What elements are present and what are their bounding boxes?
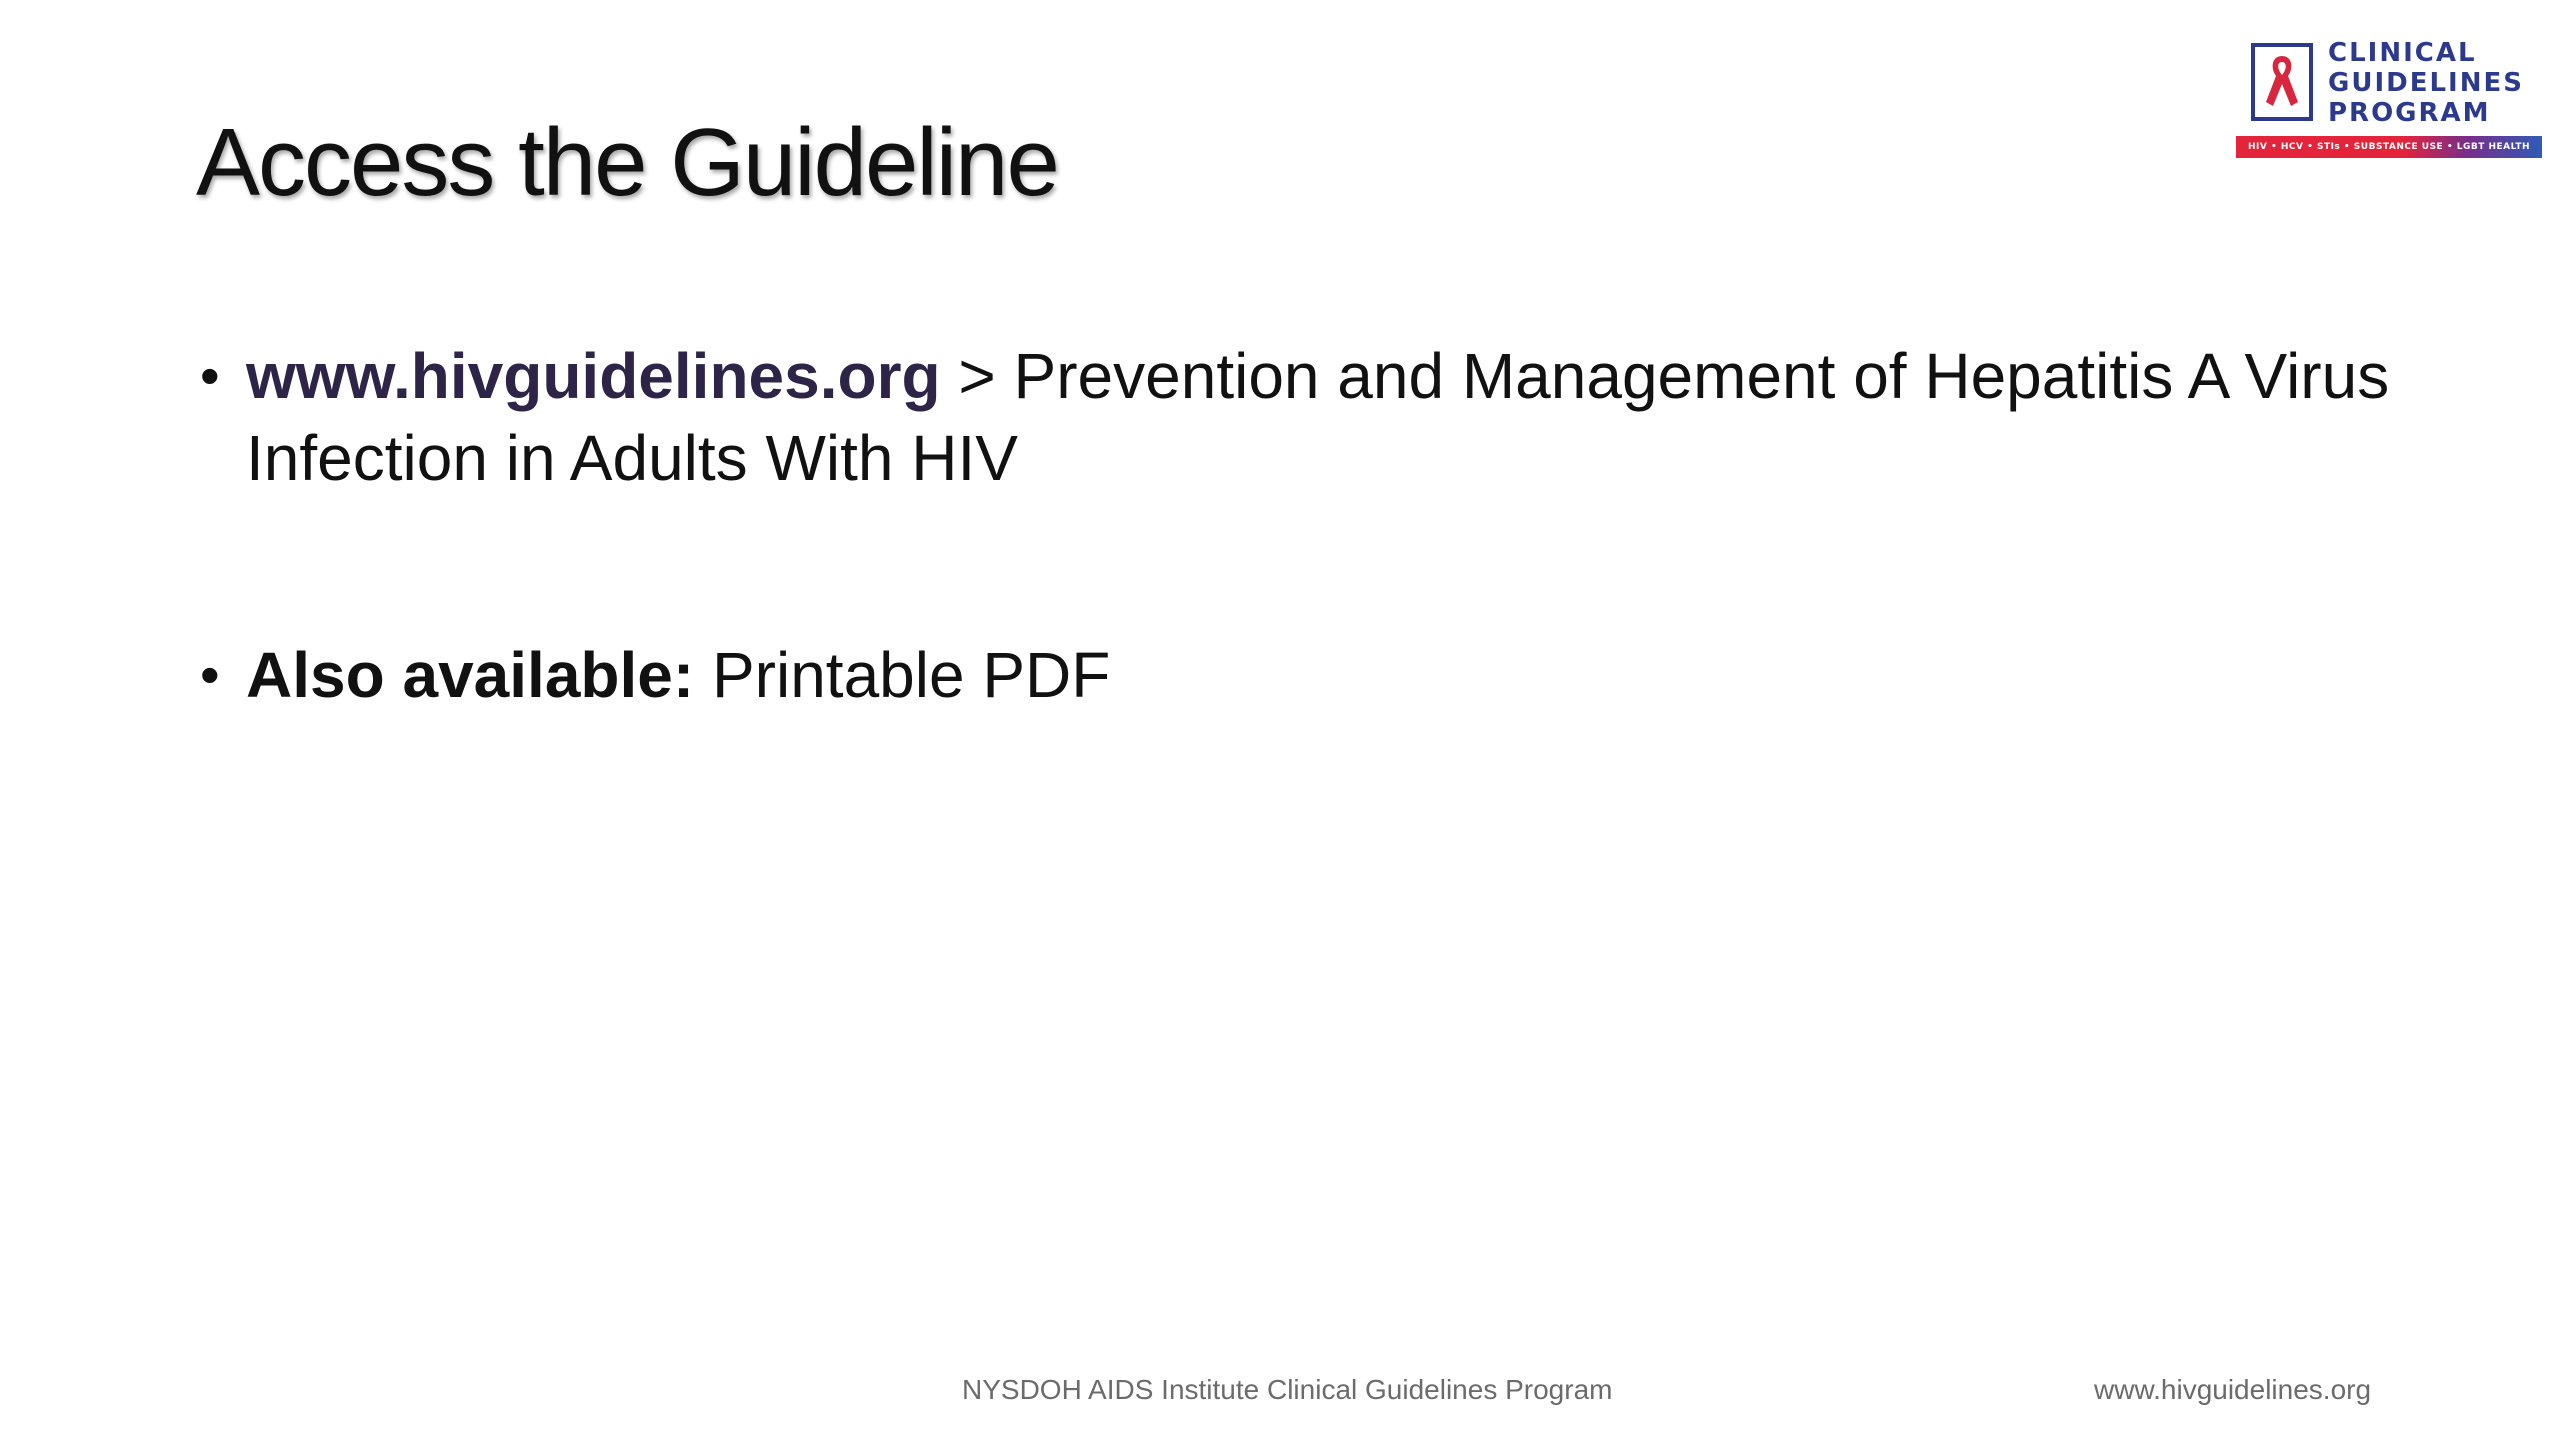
red-ribbon-icon (2250, 42, 2314, 122)
bullet-dot: • (200, 643, 220, 706)
bullet-list (196, 335, 2436, 716)
bullet-item-guideline-link (196, 335, 2436, 499)
logo-line-1: CLINICAL (2328, 38, 2477, 68)
logo-line-2: GUIDELINES (2328, 68, 2524, 98)
also-available-label: Also available: (246, 639, 695, 711)
logo-line-3: PROGRAM (2328, 98, 2491, 128)
logo-tagline-bar: HIV • HCV • STIs • SUBSTANCE USE • LGBT HEALTH (2236, 136, 2542, 158)
bullet-dot: • (200, 344, 220, 407)
printable-pdf-text: Printable PDF (694, 639, 1111, 711)
logo-wordmark (2328, 38, 2524, 128)
footer-website: www.hivguidelines.org (2094, 1374, 2372, 1405)
hivguidelines-link[interactable]: www.hivguidelines.org (246, 340, 941, 412)
guideline-path-text: > Prevention and Management of Hepatitis A Virus Infection in Adults With HIV (246, 340, 2390, 494)
clinical-guidelines-program-logo (2236, 38, 2542, 160)
slide-title: Access the Guideline (196, 109, 1058, 216)
bullet-item-also-available (196, 634, 2436, 716)
footer-program-name: NYSDOH AIDS Institute Clinical Guidelines Program (962, 1374, 1613, 1405)
